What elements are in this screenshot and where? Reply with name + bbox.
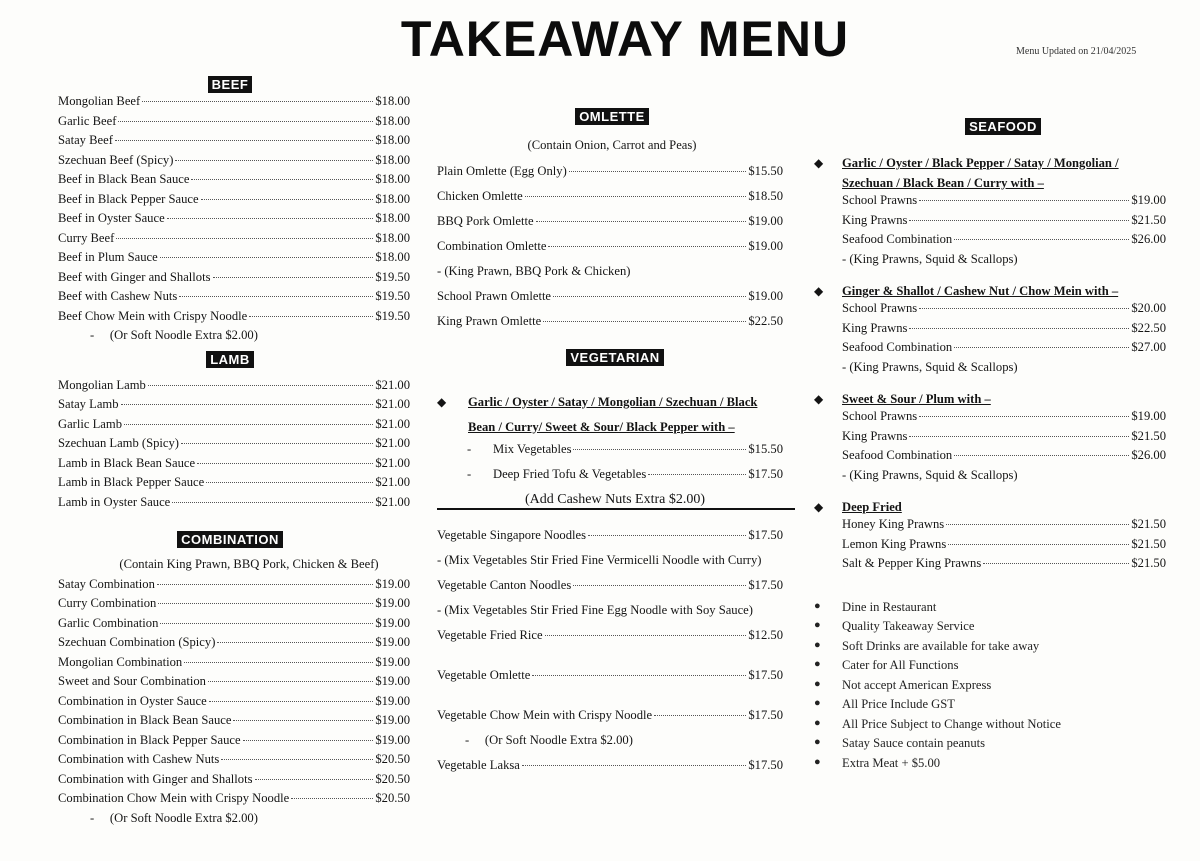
seafood-group-note: - (King Prawns, Squid & Scallops): [842, 359, 1018, 374]
seafood-item: Salt & Pepper King Prawns $21.50: [842, 556, 1166, 570]
vegetarian-sub-item: - Mix Vegetables $15.50: [467, 441, 783, 456]
info-item: ● Extra Meat + $5.00: [814, 755, 941, 770]
seafood-group-note: - (King Prawns, Squid & Scallops): [842, 467, 1018, 482]
bullet-icon: ●: [814, 697, 821, 709]
combination-item: Combination in Black Pepper Sauce $19.00: [58, 732, 410, 747]
cashew-note: (Add Cashew Nuts Extra $2.00): [524, 491, 706, 507]
vegetarian-noodle-note: - (Or Soft Noodle Extra $2.00): [465, 732, 633, 747]
combination-item: Combination with Cashew Nuts $20.50: [58, 752, 410, 766]
beef-item: Curry Beef $18.00: [58, 230, 410, 245]
info-item: ● All Price Include GST: [814, 697, 955, 711]
bullet-icon: ●: [814, 599, 821, 612]
info-list: [814, 600, 1166, 776]
combination-item: Garlic Combination $19.00: [58, 615, 410, 630]
seafood-group: [814, 389, 1166, 487]
vegetarian-item-note: - (Mix Vegetables Stir Fried Fine Egg Noodle with Soy Sauce): [437, 602, 753, 617]
combination-item: Combination in Black Bean Sauce $19.00: [58, 713, 410, 727]
beef-heading: BEEF: [50, 76, 410, 93]
vegetarian-sub-list: [437, 442, 783, 492]
omlette-combination-note: - (King Prawn, BBQ Pork & Chicken): [437, 263, 631, 278]
beef-item: Mongolian Beef $18.00: [58, 94, 410, 108]
lamb-item: Garlic Lamb $21.00: [58, 416, 410, 431]
seafood-item: School Prawns $19.00: [842, 409, 1166, 423]
seafood-heading: SEAFOOD: [840, 118, 1166, 135]
seafood-group-label: ◆ Ginger & Shallot / Cashew Nut / Chow Mein with –: [814, 281, 1166, 301]
bullet-icon: ●: [814, 716, 821, 729]
omlette-list: [437, 164, 783, 339]
vegetarian-item: Vegetable Fried Rice $12.50: [437, 627, 783, 642]
seafood-group: [814, 153, 1166, 271]
beef-item: Beef in Plum Sauce $18.00: [58, 250, 410, 264]
bullet-icon: ●: [814, 736, 821, 748]
menu-title: TAKEAWAY MENU: [400, 11, 850, 67]
seafood-item: King Prawns $22.50: [842, 320, 1166, 335]
beef-item: Beef with Cashew Nuts $19.50: [58, 289, 410, 303]
vegetarian-sauce-label: ◆ Garlic / Oyster / Satay / Mongolian / Szechuan / Black Bean / Curry/ Sweet & Sour/ Black Pepper with –: [437, 392, 783, 442]
vegetarian-item: Vegetable Singapore Noodles $17.50: [437, 527, 783, 542]
vegetarian-list: [437, 528, 783, 783]
combination-heading: COMBINATION: [50, 531, 410, 548]
omlette-subtitle: (Contain Onion, Carrot and Peas): [527, 138, 697, 152]
omlette-item: Chicken Omlette $18.50: [437, 188, 783, 203]
seafood-group: [814, 497, 1166, 576]
diamond-bullet-icon: ◆: [437, 394, 447, 409]
vegetarian-item: Vegetable Laksa $17.50: [437, 757, 783, 772]
info-item: ● Cater for All Functions: [814, 658, 959, 672]
beef-list: [58, 94, 410, 348]
right-column: [814, 118, 1166, 775]
omlette-item: King Prawn Omlette $22.50: [437, 313, 783, 328]
combination-item: Curry Combination $19.00: [58, 596, 410, 610]
combination-item: Satay Combination $19.00: [58, 576, 410, 591]
combination-item: Szechuan Combination (Spicy) $19.00: [58, 635, 410, 649]
seafood-item: Seafood Combination $26.00: [842, 448, 1166, 462]
info-item: ● Quality Takeaway Service: [814, 619, 975, 633]
bullet-icon: ●: [814, 638, 821, 651]
vegetarian-item: Vegetable Canton Noodles $17.50: [437, 577, 783, 592]
beef-item: Beef in Oyster Sauce $18.00: [58, 211, 410, 225]
lamb-item: Lamb in Oyster Sauce $21.00: [58, 494, 410, 509]
seafood-item: School Prawns $20.00: [842, 301, 1166, 315]
lamb-list: [58, 378, 410, 515]
combination-list: [58, 577, 410, 831]
combination-noodle-note: - (Or Soft Noodle Extra $2.00): [90, 810, 258, 825]
bullet-icon: ●: [814, 755, 821, 768]
beef-item: Szechuan Beef (Spicy) $18.00: [58, 152, 410, 167]
bullet-icon: ●: [814, 658, 821, 670]
beef-noodle-note: - (Or Soft Noodle Extra $2.00): [90, 328, 258, 342]
seafood-group-label: ◆ Garlic / Oyster / Black Pepper / Satay / Mongolian / Szechuan / Black Bean / Curry with –: [814, 153, 1166, 193]
beef-item: Beef in Black Bean Sauce $18.00: [58, 172, 410, 186]
combination-item: Combination with Ginger and Shallots $20.50: [58, 771, 410, 786]
lamb-item: Szechuan Lamb (Spicy) $21.00: [58, 436, 410, 450]
diamond-bullet-icon: ◆: [814, 500, 824, 514]
vegetarian-item: Vegetable Omlette $17.50: [437, 667, 783, 682]
vegetarian-heading: VEGETARIAN: [447, 349, 783, 366]
diamond-bullet-icon: ◆: [814, 284, 824, 298]
lamb-item: Lamb in Black Pepper Sauce $21.00: [58, 475, 410, 489]
seafood-group-note: - (King Prawns, Squid & Scallops): [842, 251, 1018, 266]
vegetarian-item: Vegetable Chow Mein with Crispy Noodle $17.50: [437, 707, 783, 722]
lamb-item: Mongolian Lamb $21.00: [58, 377, 410, 392]
diamond-bullet-icon: ◆: [814, 156, 824, 170]
seafood-item: Lemon King Prawns $21.50: [842, 536, 1166, 551]
seafood-group-label: ◆ Deep Fried: [814, 497, 1166, 517]
omlette-heading: OMLETTE: [441, 108, 783, 125]
left-column: [58, 76, 410, 830]
info-item: ● All Price Subject to Change without Notice: [814, 716, 1061, 731]
omlette-item: Combination Omlette $19.00: [437, 238, 783, 253]
seafood-item: Seafood Combination $26.00: [842, 232, 1166, 246]
beef-item: Beef with Ginger and Shallots $19.50: [58, 269, 410, 284]
beef-item: Satay Beef $18.00: [58, 133, 410, 147]
combination-item: Combination Chow Mein with Crispy Noodle $20.50: [58, 791, 410, 805]
seafood-item: School Prawns $19.00: [842, 193, 1166, 207]
diamond-bullet-icon: ◆: [814, 392, 824, 406]
info-item: ● Not accept American Express: [814, 677, 992, 692]
combination-item: Mongolian Combination $19.00: [58, 654, 410, 669]
beef-item: Beef in Black Pepper Sauce $18.00: [58, 191, 410, 206]
seafood-group-label: ◆ Sweet & Sour / Plum with –: [814, 389, 1166, 409]
seafood-item: Honey King Prawns $21.50: [842, 517, 1166, 531]
vegetarian-sub-item: - Deep Fried Tofu & Vegetables $17.50: [467, 466, 783, 481]
combination-item: Sweet and Sour Combination $19.00: [58, 674, 410, 688]
divider-line: [437, 508, 795, 510]
bullet-icon: ●: [814, 619, 821, 631]
seafood-item: King Prawns $21.50: [842, 428, 1166, 443]
combination-subtitle: (Contain King Prawn, BBQ Pork, Chicken & Beef): [119, 557, 379, 571]
seafood-item: Seafood Combination $27.00: [842, 340, 1166, 354]
lamb-item: Lamb in Black Bean Sauce $21.00: [58, 455, 410, 470]
info-item: ● Dine in Restaurant: [814, 599, 937, 614]
vegetarian-item-note: - (Mix Vegetables Stir Fried Fine Vermicelli Noodle with Curry): [437, 552, 762, 567]
seafood-group: [814, 281, 1166, 379]
omlette-item: BBQ Pork Omlette $19.00: [437, 213, 783, 228]
bullet-icon: ●: [814, 677, 821, 690]
omlette-item: School Prawn Omlette $19.00: [437, 288, 783, 303]
beef-item: Beef Chow Mein with Crispy Noodle $19.50: [58, 308, 410, 323]
info-item: ● Soft Drinks are available for take away: [814, 638, 1040, 653]
middle-column: [437, 108, 783, 783]
lamb-item: Satay Lamb $21.00: [58, 397, 410, 411]
menu-updated-date: Menu Updated on 21/04/2025: [1016, 46, 1137, 57]
combination-item: Combination in Oyster Sauce $19.00: [58, 693, 410, 708]
lamb-heading: LAMB: [50, 351, 410, 368]
beef-item: Garlic Beef $18.00: [58, 113, 410, 128]
info-item: ● Satay Sauce contain peanuts: [814, 736, 986, 750]
omlette-item: Plain Omlette (Egg Only) $15.50: [437, 163, 783, 178]
seafood-item: King Prawns $21.50: [842, 212, 1166, 227]
